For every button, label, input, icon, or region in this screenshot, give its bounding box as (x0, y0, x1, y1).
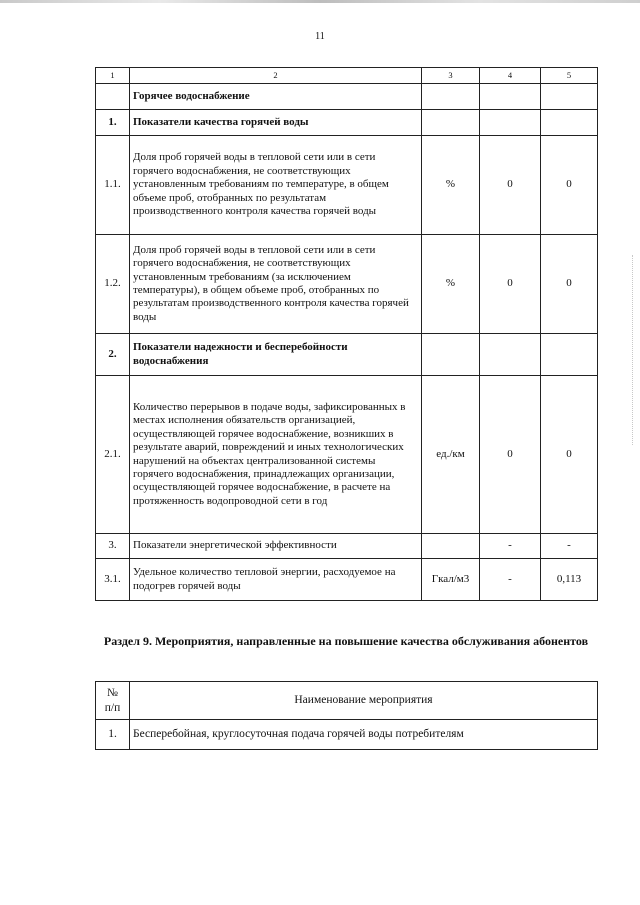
measures-table (95, 681, 598, 750)
page-number: 11 (315, 31, 325, 42)
indicator-unit: Гкал/м3 (422, 559, 480, 601)
indicator-name: Горячее водоснабжение (130, 84, 422, 110)
indicator-unit (422, 534, 480, 559)
indicator-value-col4: 0 (480, 136, 541, 235)
row-number: 1.1. (96, 136, 130, 235)
indicator-value-col4: 0 (480, 376, 541, 534)
indicator-value-col5: 0 (541, 235, 598, 334)
row-number: 1. (96, 110, 130, 136)
row-number: 1.2. (96, 235, 130, 334)
indicator-name: Показатели качества горячей воды (130, 110, 422, 136)
table-row (96, 559, 598, 601)
measure-name: Бесперебойная, круглосуточная подача горячей воды потребителям (130, 720, 598, 750)
row-number (96, 84, 130, 110)
indicator-value-col5 (541, 110, 598, 136)
column-number: 3 (422, 68, 480, 84)
indicator-value-col4 (480, 334, 541, 376)
row-number: 2.1. (96, 376, 130, 534)
column-number: 1 (96, 68, 130, 84)
indicator-unit: ед./км (422, 376, 480, 534)
column-number-row (96, 68, 598, 84)
indicator-unit: % (422, 235, 480, 334)
row-number: 3.1. (96, 559, 130, 601)
column-number: 2 (130, 68, 422, 84)
indicator-unit (422, 110, 480, 136)
indicator-name: Показатели энергетической эффективности (130, 534, 422, 559)
table-row (96, 376, 598, 534)
table-row (96, 136, 598, 235)
measures-header-row (96, 682, 598, 720)
table-row (96, 334, 598, 376)
indicator-unit (422, 84, 480, 110)
indicator-name: Доля проб горячей воды в тепловой сети или в сети горячего водоснабжения, не соответствующих установленным требованиям по температуре, в общем объеме проб, отобранных по результатам производственного контроля качества горячей воды (130, 136, 422, 235)
row-number: 1. (96, 720, 130, 750)
indicator-value-col5: 0,113 (541, 559, 598, 601)
indicator-value-col4: - (480, 534, 541, 559)
header-number: № п/п (96, 682, 130, 720)
column-number: 5 (541, 68, 598, 84)
table-row (96, 720, 598, 750)
indicator-value-col5: - (541, 534, 598, 559)
indicator-value-col4: 0 (480, 235, 541, 334)
indicators-table (95, 67, 598, 601)
indicator-value-col4 (480, 84, 541, 110)
column-number: 4 (480, 68, 541, 84)
indicator-value-col4: - (480, 559, 541, 601)
indicator-unit (422, 334, 480, 376)
indicator-unit: % (422, 136, 480, 235)
scan-margin-marks (632, 255, 636, 445)
indicator-value-col5: 0 (541, 376, 598, 534)
header-measure-name: Наименование мероприятия (130, 682, 598, 720)
section-9-title: Раздел 9. Мероприятия, направленные на повышение качества обслуживания абонентов (103, 634, 589, 648)
indicator-name: Количество перерывов в подаче воды, зафиксированных в местах исполнения обязательств организацией, осуществляющей горячее водоснабжение, возникших в результате аварий, повреждений и иных технологических нарушений на объектах централизованной системы горячего водоснабжения, принадлежащих организации, осуществляющей горячее водоснабжение, в расчете на протяженность водопроводной сети в год (130, 376, 422, 534)
indicator-value-col5 (541, 334, 598, 376)
indicator-value-col5: 0 (541, 136, 598, 235)
indicator-name: Удельное количество тепловой энергии, расходуемое на подогрев горячей воды (130, 559, 422, 601)
table-row (96, 235, 598, 334)
indicator-name: Показатели надежности и бесперебойности водоснабжения (130, 334, 422, 376)
indicator-value-col5 (541, 84, 598, 110)
table-row (96, 534, 598, 559)
table-row (96, 84, 598, 110)
table-row (96, 110, 598, 136)
scan-edge (0, 0, 640, 3)
indicator-name: Доля проб горячей воды в тепловой сети или в сети горячего водоснабжения, не соответствующих установленным требованиям (за исключением температуры), в общем объеме проб, отобранных по результатам производственного контроля качества горячей воды (130, 235, 422, 334)
row-number: 2. (96, 334, 130, 376)
row-number: 3. (96, 534, 130, 559)
indicator-value-col4 (480, 110, 541, 136)
